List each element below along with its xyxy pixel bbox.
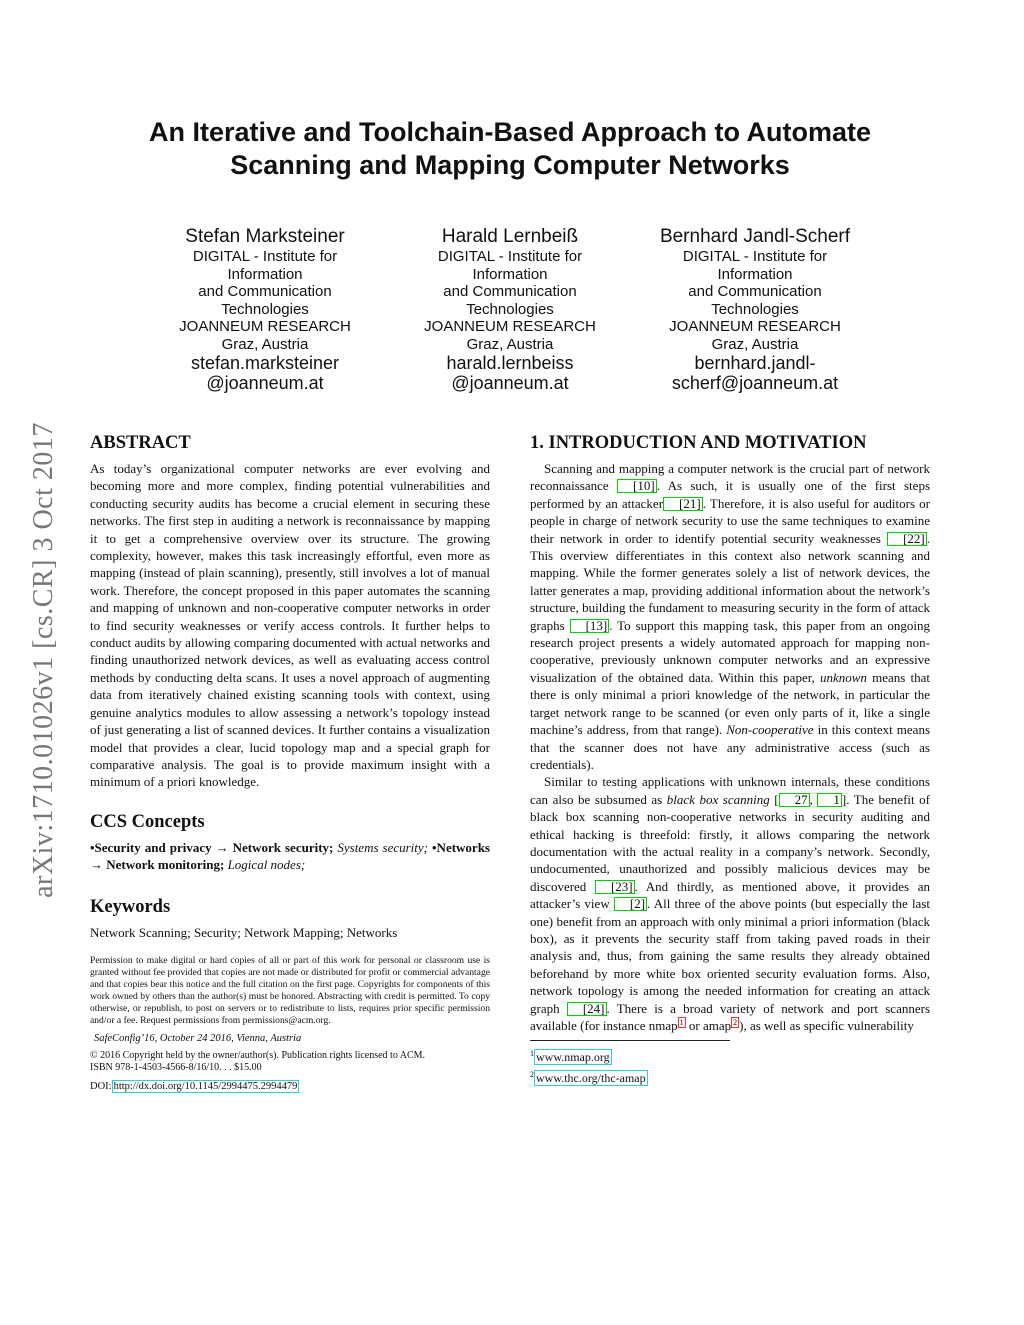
- arrow-icon: →: [90, 857, 103, 873]
- author-city: Graz, Austria: [221, 335, 309, 353]
- abstract-heading: ABSTRACT: [90, 433, 191, 453]
- copyright-line: © 2016 Copyright held by the owner/author(s). Publication rights licensed to ACM.: [90, 1049, 426, 1061]
- ccs-heading: CCS Concepts: [90, 811, 205, 832]
- text-run: or amap: [685, 1018, 732, 1033]
- citation-link[interactable]: [21]: [663, 497, 703, 511]
- text-run: . To support this mapping task, this paper from an ongoing research project presents a widely automated approach for mapping non-cooperative, previously unknown computer networks and an expressive visualization of the obtained data. Within this paper,: [530, 617, 930, 685]
- author-block-1: [155, 226, 375, 393]
- author-affiliation: DIGITAL - Institute for: [682, 248, 828, 265]
- left-column: [90, 432, 490, 1092]
- right-column: [530, 432, 930, 1087]
- ccs-concept: Network monitoring;: [106, 857, 225, 873]
- author-affiliation: DIGITAL - Institute for: [192, 248, 338, 265]
- ccs-concept: Logical nodes;: [227, 857, 306, 873]
- author-affiliation: DIGITAL - Institute for: [437, 248, 583, 265]
- text-run: . All three of the above points (but especially the last one) benefit from an approach with only minimal a priori information (black box), as it prevents the security staff from taking paved roads in their analysis and, thus, from gaining the same results they already obtained beforehand by more white box oriented security evaluation forms. Also, network topology is among the needed information for creating an attack graph: [530, 896, 930, 1016]
- ccs-concept: •Networks: [432, 839, 490, 855]
- author-name: Stefan Marksteiner: [185, 226, 345, 247]
- author-block-3: [645, 226, 865, 393]
- citation-link[interactable]: [23]: [595, 880, 635, 894]
- text-run: . The benefit of black box scanning non-cooperative networks in security auditing and ethical hacking is threefold: firstly, it allows comparing the network documentation with the actual reality in a company’s network. Secondly, undocumented, unauthorized and possibly malicious devices may be discovered: [530, 791, 930, 894]
- author-name: Bernhard Jandl-Scherf: [659, 226, 851, 247]
- text-run: . This overview differentiates in this context also network scanning and mapping. While the former generates solely a list of network devices, the latter generates a map, providing additional information about the network’s structure, building the fundament to measuring security in the form of attack graphs: [530, 530, 930, 633]
- citation-link[interactable]: [22]: [887, 532, 927, 546]
- paper-title: [90, 116, 930, 182]
- venue-line: SafeConfig’16, October 24 2016, Vienna, Austria: [94, 1032, 302, 1044]
- intro-paragraph-2: Similar to testing applications with unknown internals, these conditions can also be subsumed as black box scanning [ 27 , 1 ]. The benefit of black box scanning non-cooperative networks in security auditing and ethical hacking is threefold: firstly, it allows comparing the network documentation with the actual reality in a company’s network. Secondly, undocumented, unauthorized and possibly malicious devices may be discovered [23] . And thirdly, as mentioned above, it provides an attacker’s view [2] . All three of the above points (but especially the last one) benefit from an approach with only minimal a priori information (black box), as it prevents the security staff from taking paved roads in their analysis and, thus, from gaining the same results they already obtained beforehand by more white box oriented security evaluation forms. Also, network topology is among the needed information for creating an attack graph [24] . There is a broad variety of network and port scanners available (for instance nmap $^1$ or amap $^2$ ), as well as specific vulnerability: [530, 774, 930, 1033]
- author-affiliation: and Communication: [688, 283, 822, 300]
- emphasis-term: black box scanning: [666, 791, 770, 807]
- footnote-number: 1: [530, 1049, 534, 1059]
- doi-label: DOI:: [90, 1080, 112, 1092]
- text-run: ), as well as specific vulnerability: [739, 1018, 914, 1033]
- ccs-concept: Systems security;: [337, 839, 428, 855]
- doi-line: [90, 1081, 490, 1092]
- author-city: Graz, Austria: [466, 335, 554, 353]
- footnote-2: [530, 1066, 930, 1087]
- text-run: in this context means that the scanner does not have any administrative access (such as credentials).: [530, 722, 931, 772]
- author-organization: JOANNEUM RESEARCH: [424, 318, 596, 335]
- ccs-concept: Network security;: [232, 839, 334, 855]
- arrow-icon: →: [215, 839, 229, 855]
- author-email: @joanneum.at: [206, 373, 324, 393]
- ccs-concept: •Security and privacy: [90, 839, 212, 855]
- footnote-1: [530, 1045, 930, 1066]
- text-run: . And thirdly, as mentioned above, it provides an attacker’s view: [530, 878, 930, 912]
- text-run: . There is a broad variety of network and port scanners available (for instance nmap: [530, 1000, 930, 1033]
- author-email: stefan.marksteiner: [190, 353, 340, 373]
- isbn-line: ISBN 978-1-4503-4566-8/16/10. . . $15.00: [90, 1062, 262, 1074]
- text-run: [770, 792, 775, 807]
- keywords-text: Network Scanning; Security; Network Mapping; Networks: [90, 924, 398, 940]
- permission-notice: Permission to make digital or hard copies of all or part of this work for personal or classroom use is granted without fee provided that copies are not made or distributed for profit or commercial advantage and that copies bear this notice and the full citation on the first page. Copyrights for components of this work owned by others than the author(s) must be honored. Abstracting with credit is permitted. To copy otherwise, or republish, to post on servers or to redistribute to lists, requires prior specific permission and/or a fee. Request permissions from permissions@acm.org.: [90, 954, 490, 1026]
- footnote-url-link[interactable]: www.thc.org/thc-amap: [536, 1071, 646, 1086]
- citation-link[interactable]: [10]: [617, 479, 657, 493]
- author-affiliation: Information: [717, 265, 793, 283]
- text-run: Scanning and mapping a computer network is the crucial part of network reconnaissance: [530, 461, 930, 494]
- footnote-url-link[interactable]: www.nmap.org: [536, 1050, 610, 1065]
- author-organization: JOANNEUM RESEARCH: [669, 318, 841, 335]
- author-affiliation: Technologies: [711, 300, 799, 318]
- ccs-concepts: [90, 839, 490, 874]
- keywords-heading: Keywords: [90, 896, 171, 917]
- permission-block: [90, 955, 490, 1092]
- text-run: Similar to testing applications with unknown internals, these conditions can also be subsumed as: [530, 774, 930, 807]
- doi-link[interactable]: http://dx.doi.org/10.1145/2994475.2994479: [113, 1080, 298, 1092]
- arxiv-identifier: arXiv:1710.01026v1 [cs.CR] 3 Oct 2017: [28, 422, 59, 898]
- author-email: bernhard.jandl-: [694, 353, 816, 373]
- citation-link[interactable]: 1: [817, 793, 842, 807]
- author-affiliation: Information: [472, 265, 548, 283]
- citation-link[interactable]: [13]: [570, 619, 610, 633]
- author-affiliation: Technologies: [221, 300, 309, 318]
- author-block-2: [400, 226, 620, 393]
- citation-link[interactable]: [2]: [614, 897, 647, 911]
- author-email: harald.lernbeiss: [446, 353, 574, 373]
- intro-paragraph-1: [530, 460, 930, 773]
- author-name: Harald Lernbeiß: [441, 226, 579, 247]
- author-affiliation: Technologies: [466, 300, 554, 318]
- footnote-marker[interactable]: 1: [679, 1017, 684, 1027]
- citation-link[interactable]: [24]: [567, 1002, 607, 1016]
- text-run: means that there is only minimal a priori knowledge of the network, in particular the target network range to be scanned (or even only parts of it, like a single machine’s address, from that range).: [530, 669, 930, 738]
- title-line-2: Scanning and Mapping Computer Networks: [230, 150, 790, 180]
- citation-link[interactable]: 27: [779, 793, 810, 807]
- text-run: . As such, it is usually one of the first steps performed by an attacker: [530, 478, 930, 511]
- text-run: . Therefore, it is also useful for auditors or people in charge of network security to use the same techniques to examine their network in order to identify potential security weaknesses: [530, 495, 931, 546]
- footnote-number: 2: [530, 1070, 534, 1080]
- author-email: scherf@joanneum.at: [671, 373, 839, 393]
- section-heading-introduction: 1. INTRODUCTION AND MOTIVATION: [530, 433, 867, 453]
- author-affiliation: and Communication: [198, 283, 332, 300]
- emphasis-term: unknown: [819, 669, 867, 685]
- author-affiliation: Information: [227, 265, 303, 283]
- title-line-1: An Iterative and Toolchain-Based Approach to Automate: [148, 117, 872, 147]
- author-organization: JOANNEUM RESEARCH: [179, 318, 351, 335]
- emphasis-term: Non-cooperative: [726, 722, 814, 738]
- author-city: Graz, Austria: [711, 335, 799, 353]
- author-affiliation: and Communication: [443, 283, 577, 300]
- author-email: @joanneum.at: [451, 373, 569, 393]
- footnote-marker[interactable]: 2: [733, 1017, 738, 1027]
- abstract-text: As today’s organizational computer networks are ever evolving and becoming more and more complex, finding potential vulnerabilities and conducting security audits has become a crucial element in securing these networks. The first step in auditing a network is reconnaissance by mapping it to get a comprehensive overview over its structure. The growing complexity, however, makes this task increasingly effortful, even more as mapping (instead of plain scanning), presently, still involves a lot of manual work. Therefore, the concept proposed in this paper automates the scanning and mapping of unknown and non-cooperative computer networks in order to find security weaknesses or verify access controls. It further helps to conduct audits by allowing comparing documented with actual networks and finding unauthorized network devices, as well as evaluating access control methods by conducting delta scans. It uses a novel approach of augmenting data from iteratively chained existing scanning tools with context, using genuine analytics modules to allow assessing a network’s topology instead of just generating a list of scanned devices. It further contains a visualization model that provides a clear, lucid topology map and a special graph for comparative analysis. The goal is to provide maximum insight with a minimum of a priori knowledge.: [90, 461, 490, 790]
- footnote-divider: [530, 1040, 730, 1041]
